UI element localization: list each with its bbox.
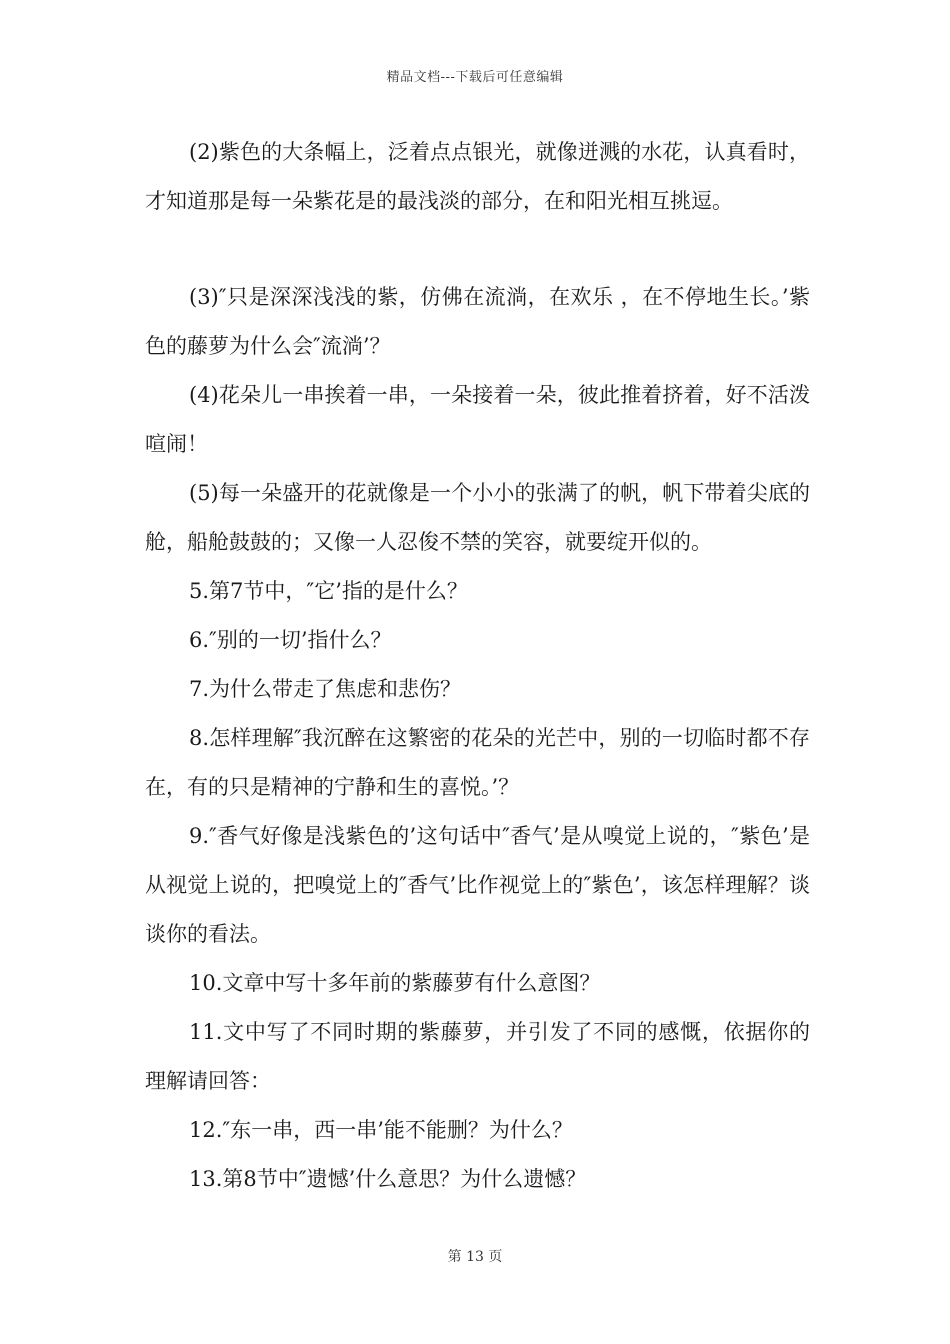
question-7: 7.为什么带走了焦虑和悲伤？ (189, 677, 462, 701)
paragraph-4: (4)花朵儿一串挨着一串，一朵接着一朵，彼此推着挤着，好不活泼喧闹！ (145, 383, 810, 456)
question-5: 5.第7节中，″它’指的是什么？ (189, 579, 468, 603)
paragraph-5: (5)每一朵盛开的花就像是一个小小的张满了的帆，帆下带着尖底的舱，船舱鼓鼓的；又像一人忍俊不禁的笑容，就要绽开似的。 (145, 481, 810, 554)
page-header: 精品文档---下载后可任意编辑 (386, 70, 564, 85)
question-9: 9.″香气好像是浅紫色的’这句话中″香气’是从嗅觉上说的，″紫色’是从视觉上说的，把嗅觉上的″香气’比作视觉上的″紫色’，该怎样理解？谈谈你的看法。 (145, 824, 810, 946)
question-13: 13.第8节中″遗憾’什么意思？为什么遗憾？ (189, 1167, 587, 1191)
question-11: 11.文中写了不同时期的紫藤萝，并引发了不同的感慨，依据你的理解请回答： (145, 1020, 810, 1093)
paragraph-2: (2)紫色的大条幅上，泛着点点银光，就像迸溅的水花，认真看时，才知道那是每一朵紫花是的最浅淡的部分，在和阳光相互挑逗。 (145, 140, 810, 213)
paragraph-3: (3)″只是深深浅浅的紫，仿佛在流淌，在欢乐 ，在不停地生长。’紫色的藤萝为什么会″流淌’？ (145, 285, 810, 358)
question-12: 12.″东一串，西一串’能不能删？为什么？ (189, 1118, 573, 1142)
question-8: 8.怎样理解″我沉醉在这繁密的花朵的光芒中，别的一切临时都不存在，有的只是精神的宁静和生的喜悦。’？ (145, 726, 810, 799)
page-number: 第 13 页 (447, 1249, 503, 1265)
question-6: 6.″别的一切’指什么？ (189, 628, 392, 652)
document-body (145, 128, 810, 1204)
paragraph-gap (145, 226, 810, 273)
question-10: 10.文章中写十多年前的紫藤萝有什么意图？ (189, 971, 601, 995)
